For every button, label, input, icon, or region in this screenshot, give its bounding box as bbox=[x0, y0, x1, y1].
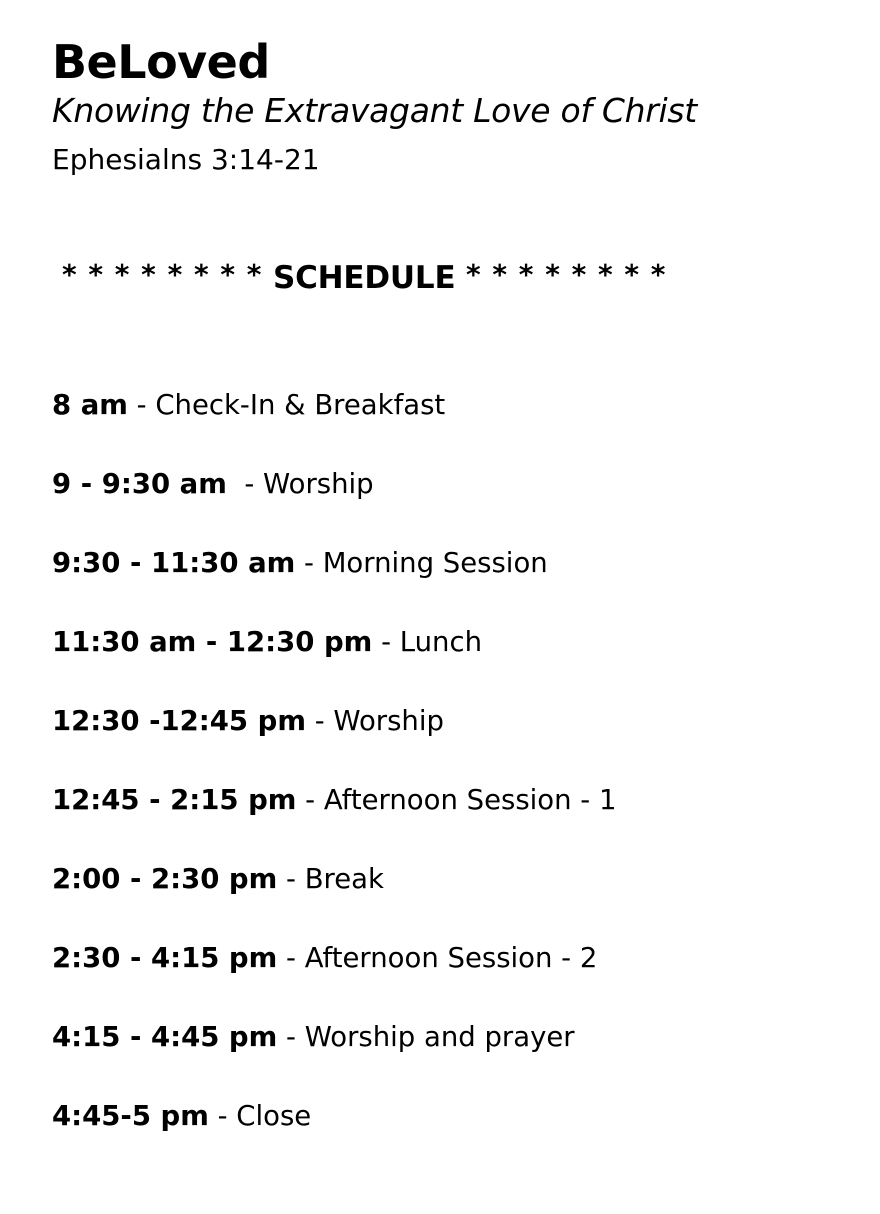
scripture-reference: Ephesialns 3:14-21 bbox=[52, 143, 320, 176]
schedule-activity: Close bbox=[236, 1100, 312, 1132]
schedule-time: 4:15 - 4:45 pm bbox=[52, 1021, 278, 1053]
schedule-activity: Worship bbox=[333, 705, 444, 737]
schedule-separator: - bbox=[296, 784, 324, 816]
page-subtitle: Knowing the Extravagant Love of Christ bbox=[52, 91, 697, 130]
schedule-list bbox=[52, 385, 616, 1175]
schedule-item bbox=[52, 385, 616, 464]
schedule-item bbox=[52, 464, 616, 543]
stars-right: * * * * * * * * bbox=[466, 258, 667, 291]
schedule-activity: Afternoon Session - 2 bbox=[304, 942, 598, 974]
schedule-separator: - bbox=[127, 389, 156, 421]
schedule-heading-label: SCHEDULE bbox=[272, 260, 456, 296]
schedule-item bbox=[52, 701, 616, 780]
schedule-time: 8 am bbox=[52, 389, 128, 421]
schedule-time: 2:00 - 2:30 pm bbox=[52, 863, 278, 895]
schedule-activity: Morning Session bbox=[322, 547, 548, 579]
stars-left: * * * * * * * * bbox=[62, 258, 263, 291]
schedule-item bbox=[52, 780, 616, 859]
schedule-time: 2:30 - 4:15 pm bbox=[52, 942, 278, 974]
page-title: BeLoved bbox=[52, 35, 270, 89]
schedule-separator: - bbox=[277, 863, 305, 895]
schedule-separator: - bbox=[226, 468, 264, 500]
schedule-item bbox=[52, 859, 616, 938]
schedule-separator: - bbox=[295, 547, 323, 579]
schedule-item bbox=[52, 622, 616, 701]
schedule-separator: - bbox=[208, 1100, 237, 1132]
schedule-time: 12:30 -12:45 pm bbox=[52, 705, 306, 737]
schedule-separator: - bbox=[372, 626, 400, 658]
schedule-activity: Lunch bbox=[399, 626, 482, 658]
document-page bbox=[52, 0, 862, 1214]
schedule-item bbox=[52, 938, 616, 1017]
schedule-activity: Worship and prayer bbox=[304, 1021, 575, 1053]
schedule-time: 11:30 am - 12:30 pm bbox=[52, 626, 373, 658]
schedule-item bbox=[52, 543, 616, 622]
schedule-separator: - bbox=[277, 1021, 305, 1053]
schedule-time: 9 - 9:30 am bbox=[52, 468, 227, 500]
schedule-activity: Afternoon Session - 1 bbox=[323, 784, 617, 816]
schedule-item bbox=[52, 1017, 616, 1096]
schedule-item bbox=[52, 1096, 616, 1175]
schedule-separator: - bbox=[277, 942, 305, 974]
schedule-separator: - bbox=[305, 705, 334, 737]
schedule-time: 12:45 - 2:15 pm bbox=[52, 784, 297, 816]
schedule-activity: Worship bbox=[263, 468, 374, 500]
schedule-time: 9:30 - 11:30 am bbox=[52, 547, 296, 579]
schedule-activity: Break bbox=[304, 863, 384, 895]
schedule-time: 4:45-5 pm bbox=[52, 1100, 209, 1132]
schedule-activity: Check-In & Breakfast bbox=[155, 389, 446, 421]
schedule-heading bbox=[62, 256, 666, 301]
